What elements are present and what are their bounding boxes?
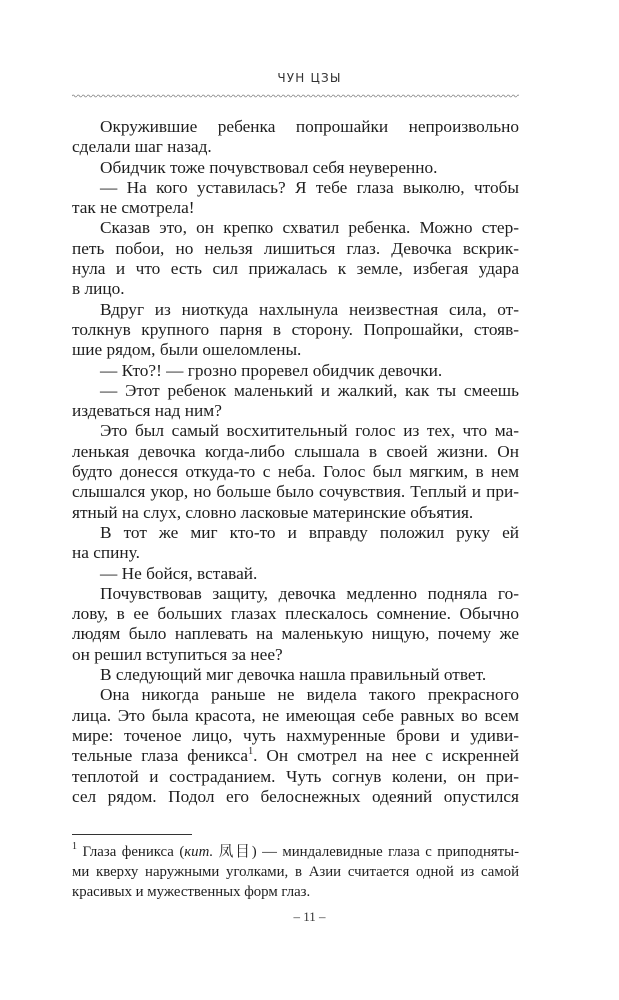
line-text: Это был самый восхитительный голос из тех, что ма- — [100, 421, 519, 441]
text-line — [72, 482, 519, 502]
line-text: В следующий миг девочка нашла правильный ответ. — [100, 665, 487, 685]
text-line — [72, 421, 519, 441]
page-number: – 11 – — [293, 909, 326, 924]
wavy-divider — [72, 93, 519, 99]
text-line — [72, 584, 519, 604]
text-line — [72, 706, 519, 726]
text-line — [72, 787, 519, 807]
running-head: ЧУН ЦЗЫ — [277, 71, 342, 85]
line-text: В тот же миг кто-то и вправду положил руку ей — [100, 522, 519, 542]
line-text: нула и что есть сил прижалась к земле, избегая удара — [72, 259, 519, 279]
footnote-line: красивых и мужественных форм глаз. — [72, 884, 311, 900]
line-text: будто донесся откуда-то с неба. Голос был мягким, в нем — [72, 462, 519, 482]
line-text: Окружившие ребенка попрошайки непроизвольно — [100, 117, 519, 136]
line-text: на спину. — [72, 543, 140, 563]
footnote-line: ми кверху наружными уголками, в Азии считается одной из самой — [72, 864, 519, 880]
text-line — [72, 462, 519, 482]
text-line — [72, 239, 519, 259]
footnote-italic: кит. — [184, 844, 214, 860]
line-text: людям было наплевать на маленькую нищую, почему же — [72, 624, 519, 644]
text-line — [72, 218, 519, 238]
line-text: сделали шаг назад. — [72, 137, 212, 157]
line-text: петь побои, но нельзя лишиться глаз. Девочка вскрик- — [72, 238, 519, 258]
text-line — [72, 401, 519, 421]
text-line — [72, 178, 519, 198]
line-text: слышался укор, но больше было сочувствия. Теплый и при- — [72, 482, 519, 502]
line-text: он решил вступиться за нее? — [72, 644, 283, 664]
line-text: Вдруг из ниоткуда нахлынула неизвестная сила, от- — [100, 299, 519, 319]
line-text: толкнув крупного парня в сторону. Попрошайки, стояв- — [72, 319, 519, 339]
line-text: так не смотрела! — [72, 198, 195, 218]
text-line — [72, 259, 519, 279]
text-line — [72, 564, 519, 584]
line-text: Почувствовав защиту, девочка медленно подняла го- — [100, 583, 519, 603]
text-line — [72, 198, 519, 218]
line-text: — Не бойся, вставай. — [100, 563, 258, 583]
text-line — [72, 117, 519, 137]
line-text: шие рядом, были ошеломлены. — [72, 340, 302, 360]
line-text: Обидчик тоже почувствовал себя неуверенно. — [100, 157, 438, 177]
text-line — [72, 746, 519, 766]
footnote-rule — [72, 834, 192, 835]
text-line — [72, 340, 519, 360]
line-text: . Он смотрел на нее с искренней — [253, 746, 519, 766]
line-text: теплотой и состраданием. Чуть согнув колени, он при- — [72, 766, 519, 786]
text-line — [72, 320, 519, 340]
text-line — [72, 604, 519, 624]
line-text: сел рядом. Подол его белоснежных одеяний опустился — [72, 786, 519, 806]
line-text: в лицо. — [72, 279, 125, 299]
line-text: тельные глаза феникса — [72, 746, 249, 766]
line-text: лица. Это была красота, не имеющая себе равных во всем — [72, 705, 519, 725]
text-line — [72, 381, 519, 401]
footnote-text: 凤目) — миндалевидные глаза с приподняты- — [213, 844, 519, 860]
footnote-line — [72, 842, 519, 862]
footnote-ref[interactable]: 1 — [248, 746, 254, 758]
line-text: — Кто?! — грозно проревел обидчик девочки. — [100, 360, 443, 380]
text-line — [72, 503, 519, 523]
text-line — [72, 300, 519, 320]
text-line — [72, 442, 519, 462]
text-line — [72, 726, 519, 746]
line-text: мире: точеное лицо, чуть нахмуренные брови и удиви- — [72, 725, 519, 745]
text-line — [72, 685, 519, 705]
line-text: — Этот ребенок маленький и жалкий, как ты смеешь — [100, 380, 519, 400]
text-line — [72, 361, 519, 381]
line-text: Она никогда раньше не видела такого прекрасного — [100, 685, 519, 705]
text-line — [72, 665, 519, 685]
text-line — [72, 624, 519, 644]
text-line — [72, 543, 519, 563]
footnote-marker: 1 — [72, 841, 77, 852]
text-line — [72, 137, 519, 157]
line-text: ленькая девочка когда-либо слышала в своей жизни. Он — [72, 441, 519, 461]
footnote — [72, 842, 519, 902]
footnote-text: Глаза феникса ( — [82, 844, 185, 860]
line-text: — На кого уставилась? Я тебе глаза выколю, чтобы — [100, 177, 519, 197]
text-line — [72, 767, 519, 787]
text-line — [72, 645, 519, 665]
text-line — [72, 158, 519, 178]
body-text — [72, 117, 519, 807]
text-line — [72, 279, 519, 299]
line-text: ятный на слух, словно ласковые материнские объятия. — [72, 502, 474, 522]
line-text: Сказав это, он крепко схватил ребенка. Можно стер- — [100, 218, 519, 238]
text-line — [72, 523, 519, 543]
line-text: лову, в ее больших глазах плескалось сомнение. Обычно — [72, 604, 519, 624]
line-text: издеваться над ним? — [72, 401, 222, 421]
